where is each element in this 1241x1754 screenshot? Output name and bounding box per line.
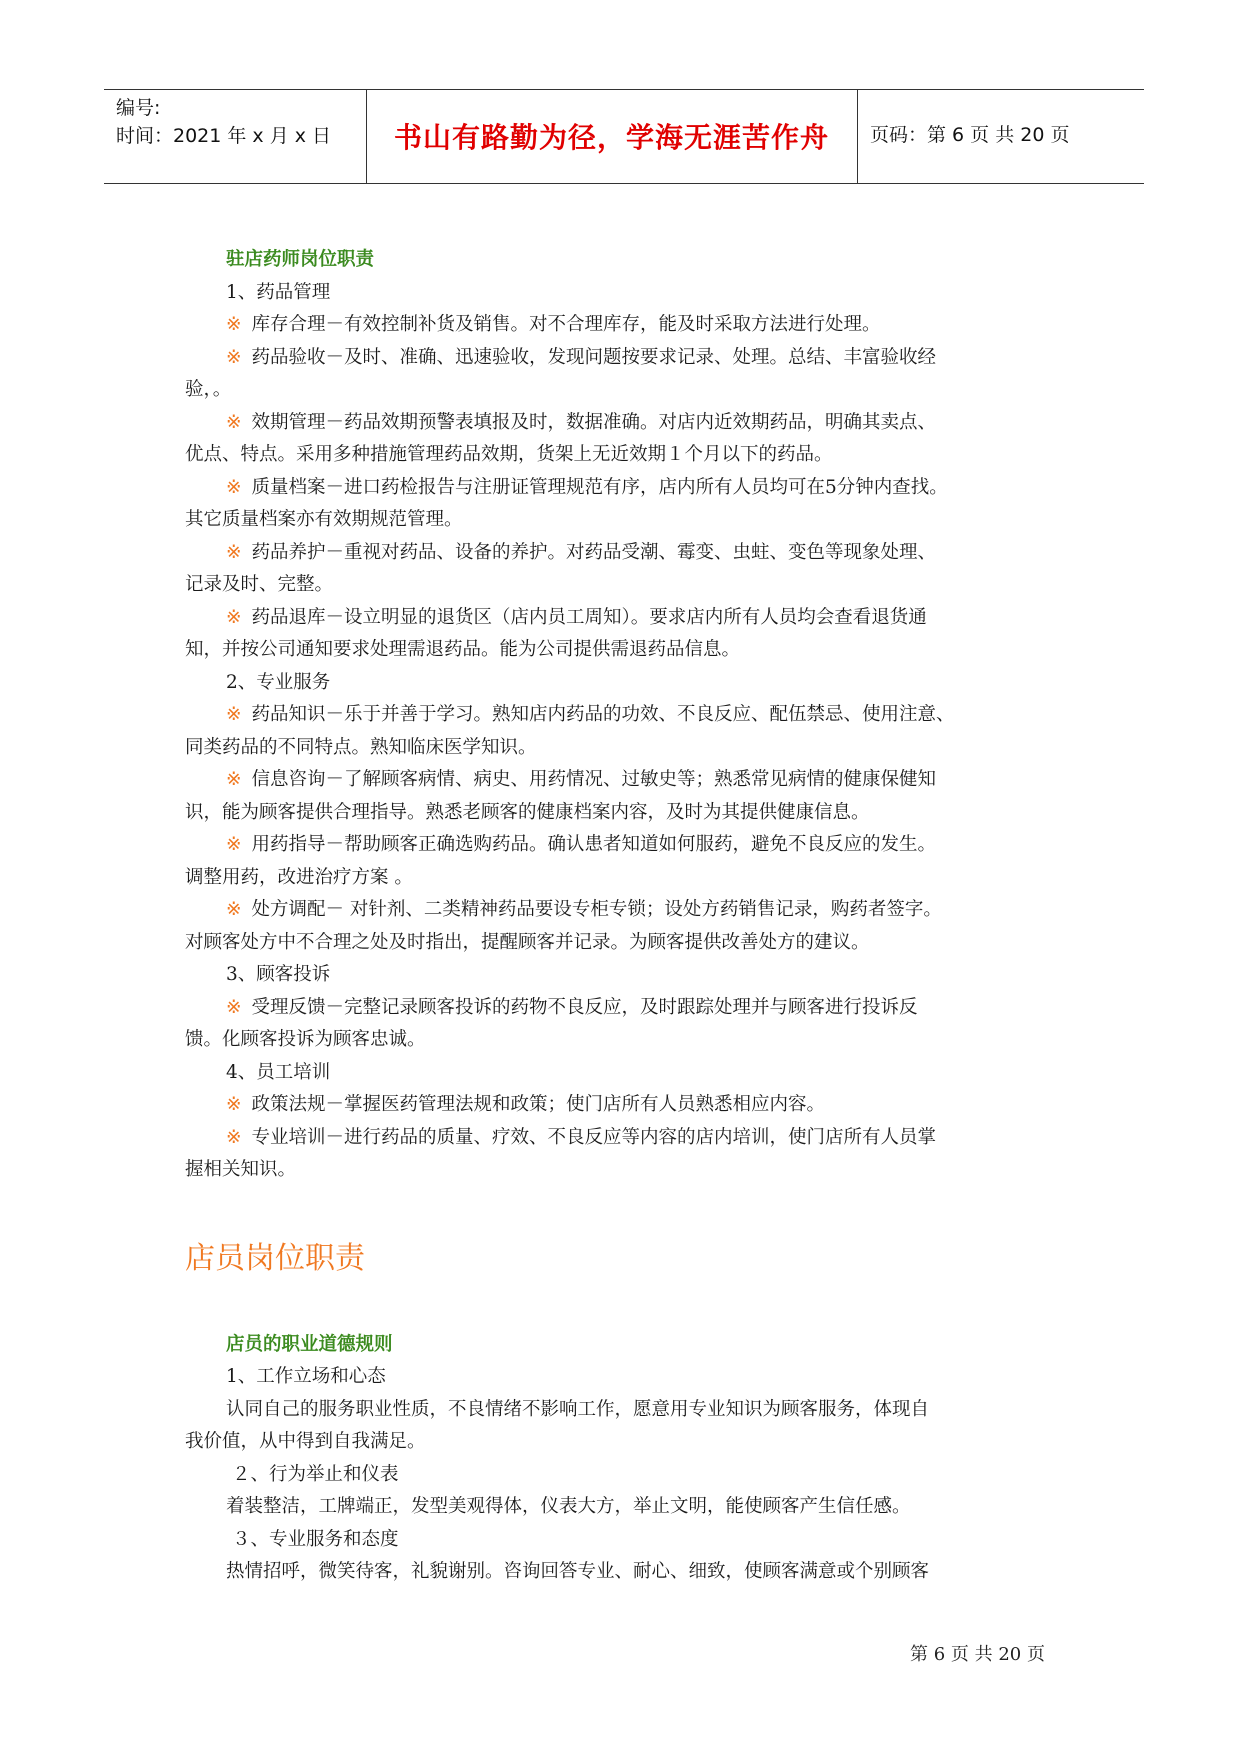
bullet-item-continuation <box>185 1154 1085 1187</box>
bullet-text: 政策法规－掌握医药管理法规和政策；使门店所有人员熟悉相应内容。 <box>251 1094 826 1115</box>
paragraph-line: 热情招呼，微笑待客，礼貌谢别。咨询回答专业、耐心、细致，使顾客满意或个别顾客 <box>226 1561 930 1582</box>
section-title: 3、顾客投诉 <box>226 964 331 985</box>
clerk-heading: 店员岗位职责 <box>185 1240 365 1276</box>
page-header <box>104 89 1144 184</box>
bullet-item <box>185 1089 1085 1122</box>
reference-mark-icon: ※ <box>226 899 242 920</box>
bullet-text: 同类药品的不同特点。熟知临床医学知识。 <box>185 736 537 758</box>
bullet-item-continuation <box>185 374 1085 407</box>
bullet-text: 记录及时、完整。 <box>185 574 334 595</box>
s2-list <box>185 699 1085 959</box>
section-title: ２、行为举止和仪表 <box>232 1463 399 1485</box>
bullet-text: 质量档案－进口药检报告与注册证管理规范有序，店内所有人员均可在5分钟内查找。 <box>251 476 948 498</box>
bullet-text: 药品验收－及时、准确、迅速验收，发现问题按要求记录、处理。总结、丰富验收经 <box>251 346 937 368</box>
bullet-item <box>185 1122 1085 1155</box>
bullet-item <box>185 699 1085 732</box>
section-title: 4、员工培训 <box>226 1061 331 1083</box>
section-title: ３、专业服务和态度 <box>232 1528 399 1550</box>
page-footer: 第 6 页 共 20 页 <box>910 1644 1045 1665</box>
bullet-item <box>185 602 1085 635</box>
bullet-item-continuation <box>185 1024 1085 1057</box>
bullet-text: 专业培训－进行药品的质量、疗效、不良反应等内容的店内培训，使门店所有人员掌 <box>251 1126 937 1148</box>
reference-mark-icon: ※ <box>226 541 242 563</box>
bullet-text: 优点、特点。采用多种措施管理药品效期，货架上无近效期１个月以下的药品。 <box>185 444 833 465</box>
bullet-item <box>185 342 1085 375</box>
bullet-item-continuation <box>185 797 1085 830</box>
reference-mark-icon: ※ <box>226 834 242 855</box>
section-title: 1、工作立场和心态 <box>226 1366 386 1387</box>
bullet-item-continuation <box>185 862 1085 895</box>
reference-mark-icon: ※ <box>226 996 242 1018</box>
bullet-text: 对顾客处方中不合理之处及时指出，提醒顾客并记录。为顾客提供改善处方的建议。 <box>185 931 870 953</box>
reference-mark-icon: ※ <box>226 314 242 335</box>
bullet-text: 验，。 <box>185 379 232 400</box>
bullet-item <box>185 407 1085 440</box>
header-motto: 书山有路勤为径，学海无涯苦作舟 <box>393 121 829 154</box>
bullet-item <box>185 764 1085 797</box>
document-body <box>185 244 1085 1589</box>
s4-list <box>185 1089 1085 1187</box>
header-divider <box>366 90 367 183</box>
ethics-title: 店员的职业道德规则 <box>226 1333 393 1355</box>
reference-mark-icon: ※ <box>226 411 242 433</box>
header-meta <box>116 94 331 150</box>
reference-mark-icon: ※ <box>226 704 242 725</box>
bullet-item <box>185 829 1085 862</box>
bullet-item <box>185 537 1085 570</box>
bullet-text: 馈。化顾客投诉为顾客忠诚。 <box>185 1029 426 1050</box>
pharmacist-title: 驻店药师岗位职责 <box>226 249 375 270</box>
bullet-item-continuation <box>185 634 1085 667</box>
section-title: 2、专业服务 <box>226 671 331 693</box>
bullet-text: 处方调配－ 对针剂、二类精神药品要设专柜专锁；设处方药销售记录，购药者签字。 <box>251 899 942 920</box>
reference-mark-icon: ※ <box>226 346 242 368</box>
bullet-item-continuation <box>185 927 1085 960</box>
s1-list <box>185 309 1085 667</box>
bullet-text: 药品知识－乐于并善于学习。熟知店内药品的功效、不良反应、配伍禁忌、使用注意、 <box>251 704 955 725</box>
bullet-text: 受理反馈－完整记录顾客投诉的药物不良反应，及时跟踪处理并与顾客进行投诉反 <box>251 996 918 1018</box>
bullet-item-continuation <box>185 569 1085 602</box>
bullet-item <box>185 472 1085 505</box>
section-title: 1、药品管理 <box>226 281 331 303</box>
header-divider <box>857 90 858 183</box>
bullet-text: 库存合理－有效控制补货及销售。对不合理库存，能及时采取方法进行处理。 <box>251 314 881 335</box>
bullet-item-continuation <box>185 504 1085 537</box>
paragraph-line: 着装整洁，工牌端正，发型美观得体，仪表大方，举止文明，能使顾客产生信任感。 <box>226 1496 911 1517</box>
bullet-text: 药品退库－设立明显的退货区（店内员工周知）。要求店内所有人员均会查看退货通 <box>251 606 927 628</box>
bullet-text: 识，能为顾客提供合理指导。熟悉老顾客的健康档案内容，及时为其提供健康信息。 <box>185 801 870 823</box>
paragraph-line: 我价值，从中得到自我满足。 <box>185 1431 426 1452</box>
bullet-text: 信息咨询－了解顾客病情、病史、用药情况、过敏史等；熟悉常见病情的健康保健知 <box>251 769 937 790</box>
number-label: 编号: <box>116 97 161 119</box>
time-label: 时间：2021 年 x 月 x 日 <box>116 125 332 147</box>
reference-mark-icon: ※ <box>226 1094 242 1115</box>
reference-mark-icon: ※ <box>226 606 242 628</box>
bullet-item-continuation <box>185 732 1085 765</box>
bullet-item <box>185 309 1085 342</box>
bullet-text: 知，并按公司通知要求处理需退药品。能为公司提供需退药品信息。 <box>185 639 741 660</box>
bullet-text: 调整用药，改进治疗方案 。 <box>185 866 413 888</box>
bullet-text: 药品养护－重视对药品、设备的养护。对药品受潮、霉变、虫蛀、变色等现象处理、 <box>251 541 937 563</box>
s3-list <box>185 992 1085 1057</box>
bullet-text: 握相关知识。 <box>185 1159 297 1180</box>
reference-mark-icon: ※ <box>226 476 242 498</box>
header-page-label: 页码：第 6 页 共 20 页 <box>870 124 1070 146</box>
bullet-text: 其它质量档案亦有效期规范管理。 <box>185 509 463 530</box>
bullet-item-continuation <box>185 439 1085 472</box>
reference-mark-icon: ※ <box>226 769 242 790</box>
bullet-item <box>185 894 1085 927</box>
bullet-text: 用药指导－帮助顾客正确选购药品。确认患者知道如何服药，避免不良反应的发生。 <box>251 834 937 855</box>
reference-mark-icon: ※ <box>226 1126 242 1148</box>
paragraph-line: 认同自己的服务职业性质，不良情绪不影响工作，愿意用专业知识为顾客服务，体现自 <box>226 1398 930 1420</box>
bullet-text: 效期管理－药品效期预警表填报及时，数据准确。对店内近效期药品，明确其卖点、 <box>251 411 937 433</box>
bullet-item <box>185 992 1085 1025</box>
